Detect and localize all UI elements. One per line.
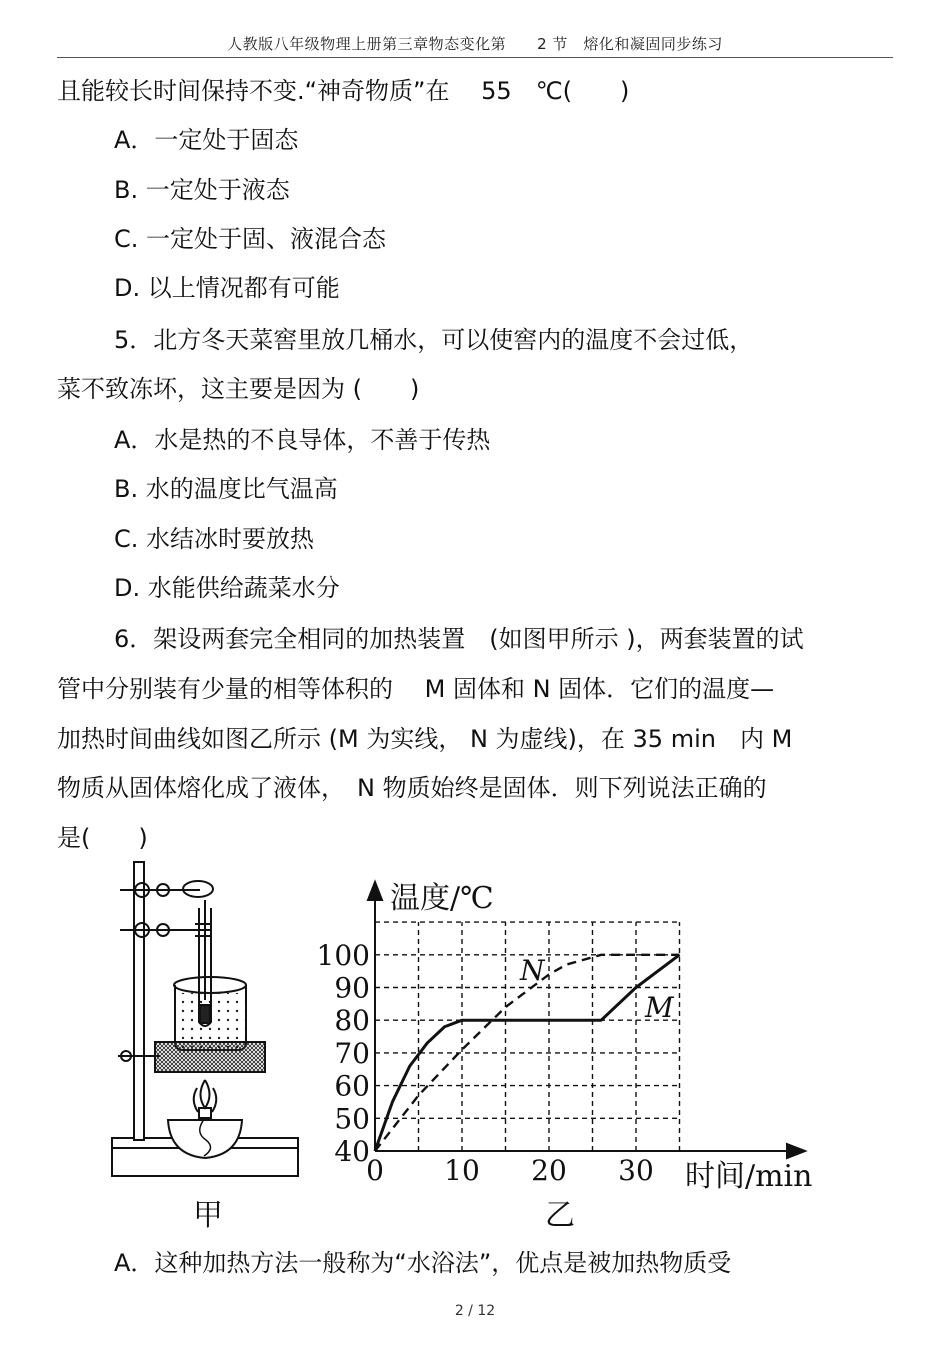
figure-caption-right: 乙	[545, 1198, 575, 1233]
y-tick-label: 70	[334, 1036, 370, 1070]
option-b: B. 水的温度比气温高	[114, 475, 338, 503]
x-axis-arrow	[787, 1144, 805, 1158]
text-line: 且能较长时间保持不变.“神奇物质”在 55 ℃( )	[57, 77, 630, 105]
series-label-N: N	[520, 954, 545, 987]
y-tick-label: 40	[334, 1135, 370, 1168]
y-tick-label: 100	[316, 938, 370, 972]
series-label-M: M	[645, 991, 674, 1024]
text-line: 加热时间曲线如图乙所示 (M 为实线， N 为虚线)，在 35 min 内 M	[57, 725, 793, 753]
option-a: A．这种加热方法一般称为“水浴法”，优点是被加热物质受	[114, 1249, 732, 1277]
option-d: D. 水能供给蔬菜水分	[114, 574, 340, 602]
x-tick-label: 20	[531, 1154, 567, 1187]
x-tick-label: 10	[444, 1154, 480, 1187]
text-line: 管中分别装有少量的相等体积的 M 固体和 N 固体．它们的温度—	[57, 675, 775, 703]
text-line: 物质从固体熔化成了液体， N 物质始终是固体．则下列说法正确的	[57, 774, 767, 802]
x-tick-label: 30	[618, 1154, 654, 1187]
question-6: 6．架设两套完全相同的加热装置 (如图甲所示 )，两套装置的试	[114, 625, 804, 653]
y-tick-label: 80	[334, 1004, 370, 1038]
figure-caption-left: 甲	[193, 1198, 223, 1233]
option-d: D. 以上情况都有可能	[114, 274, 340, 302]
text-line: 是( )	[57, 824, 148, 852]
option-a: A．水是热的不良导体，不善于传热	[114, 426, 491, 454]
option-b: B. 一定处于液态	[114, 176, 290, 204]
option-c: C. 一定处于固、液混合态	[114, 225, 387, 253]
y-axis-arrow	[368, 882, 382, 900]
y-tick-label: 60	[334, 1069, 370, 1103]
x-tick-label: 0	[366, 1154, 384, 1187]
text-line: 菜不致冻坏，这主要是因为 ( )	[57, 375, 420, 403]
option-c: C. 水结冰时要放热	[114, 525, 315, 553]
option-a: A．一定处于固态	[114, 126, 299, 154]
y-tick-label: 50	[334, 1102, 370, 1136]
y-axis-label: 温度/℃	[390, 881, 494, 916]
question-5: 5．北方冬天菜窖里放几桶水，可以使窖内的温度不会过低，	[114, 326, 754, 354]
page-header: 人教版八年级物理上册第三章物态变化第 2 节 熔化和凝固同步练习	[227, 35, 723, 53]
x-axis-label: 时间/min	[685, 1159, 813, 1194]
page-number: 2 / 12	[454, 1303, 496, 1319]
y-tick-label: 90	[334, 971, 370, 1005]
